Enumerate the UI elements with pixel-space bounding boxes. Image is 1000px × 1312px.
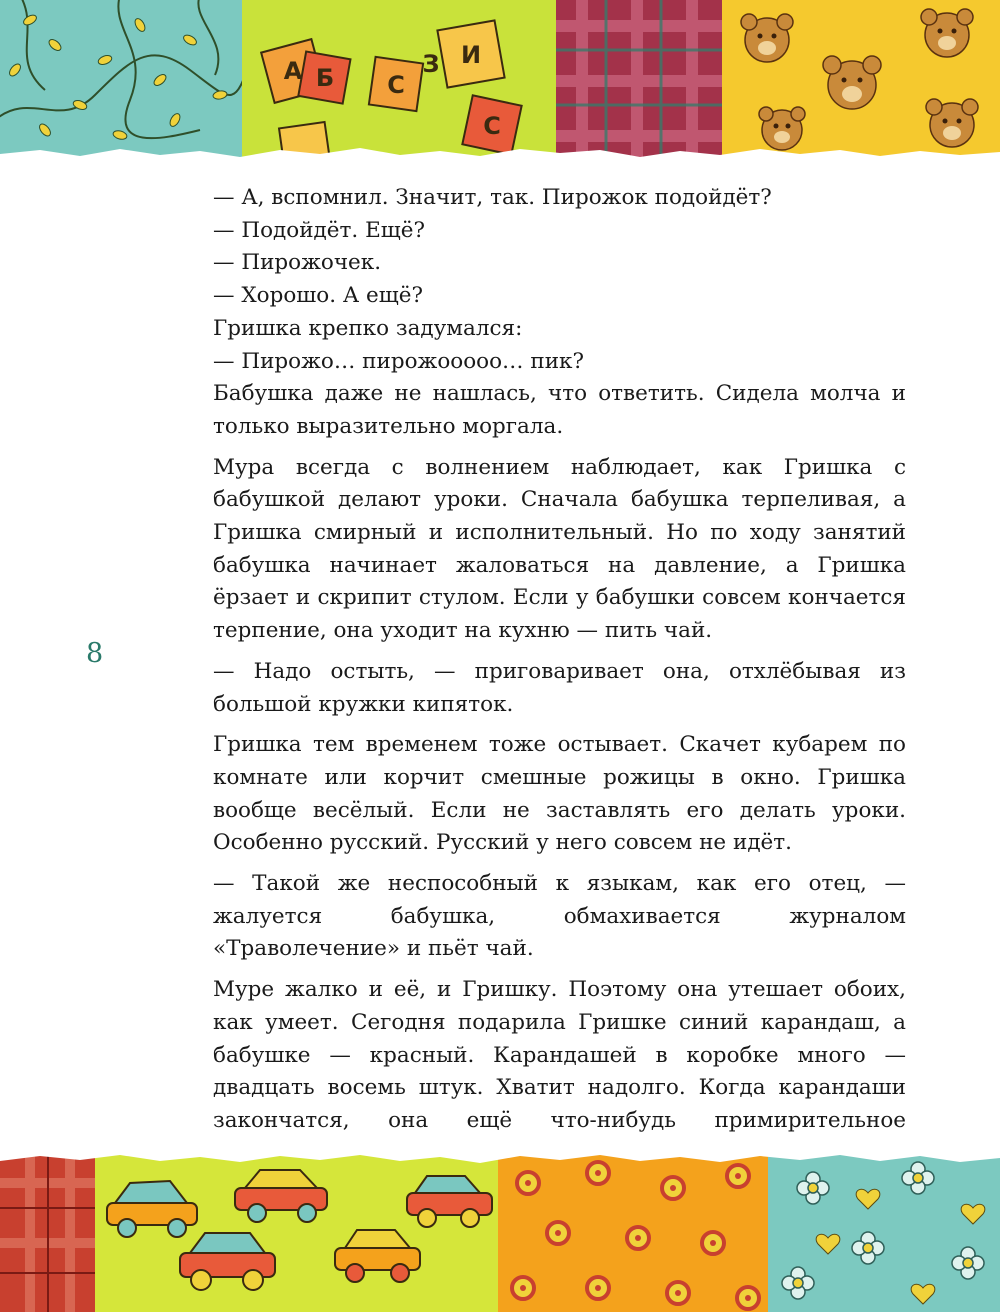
paragraph: — Надо остыть, — приговаривает она, отхлёбывая из большой кружки кипяток. <box>213 658 906 717</box>
paragraph: Муре жалко и её, и Гришку. Поэтому она утешает обоих, как умеет. Сегодня подарила Гришке синий карандаш, а бабушке — красный. Карандашей в коробке много — двадцать восемь штук. Хватит надолго. Когда карандаши закончатся, она ещё что-нибудь примирительное <box>213 977 906 1133</box>
toy-cars-panel <box>95 1148 498 1312</box>
paragraph: Гришка крепко задумался: <box>213 315 523 341</box>
block-letter: С <box>483 112 501 140</box>
story-text <box>213 182 906 1277</box>
torn-paper-edge <box>0 1148 1000 1172</box>
top-decorative-border <box>0 0 1000 165</box>
paragraph: — Такой же неспособный к языкам, как его отец, — жалуется бабушка, обмахивается журналом «Траволечение» и пьёт чай. <box>213 871 906 962</box>
flowers-hearts-panel <box>768 1148 1000 1312</box>
orange-dots-panel <box>498 1148 768 1312</box>
paragraph: — Хорошо. А ещё? <box>213 283 423 309</box>
paragraph: — Пирожочек. <box>213 250 382 276</box>
torn-paper-edge <box>0 140 1000 165</box>
paragraph: — А, вспомнил. Значит, так. Пирожок подойдёт? <box>213 185 772 210</box>
block-letter: А <box>283 57 303 85</box>
paragraph: — Пирожо… пирожооооо… пик? <box>213 348 585 374</box>
block-letter: И <box>460 41 482 69</box>
paragraph: Мура всегда с волнением наблюдает, как Гришка с бабушкой делают уроки. Сначала бабушка терпеливая, а Гришка смирный и исполнительный. Но по ходу занятий бабушка начинает жаловаться на давление, а Гришка ёрзает и скрипит стулом. Если у бабушки совсем кончается терпение, она уходит на кухню — пить чай. <box>213 454 906 644</box>
page-number: 8 <box>86 638 104 669</box>
paragraph: Бабушка даже не нашлась, что ответить. Сидела молча и только выразительно моргала. <box>213 381 906 439</box>
block-letter: З <box>422 50 440 78</box>
block-letter: С <box>387 71 405 99</box>
block-letter: Б <box>315 64 335 92</box>
bottom-decorative-border <box>0 1148 1000 1312</box>
paragraph: — Подойдёт. Ещё? <box>213 217 425 243</box>
paragraph: Гришка тем временем тоже остывает. Скачет кубарем по комнате или корчит смешные рожицы в окно. Гришка вообще весёлый. Если не заставлять его делать уроки. Особенно русский. Русский у него совсем не идёт. <box>213 732 906 856</box>
red-plaid-panel <box>0 1148 95 1312</box>
